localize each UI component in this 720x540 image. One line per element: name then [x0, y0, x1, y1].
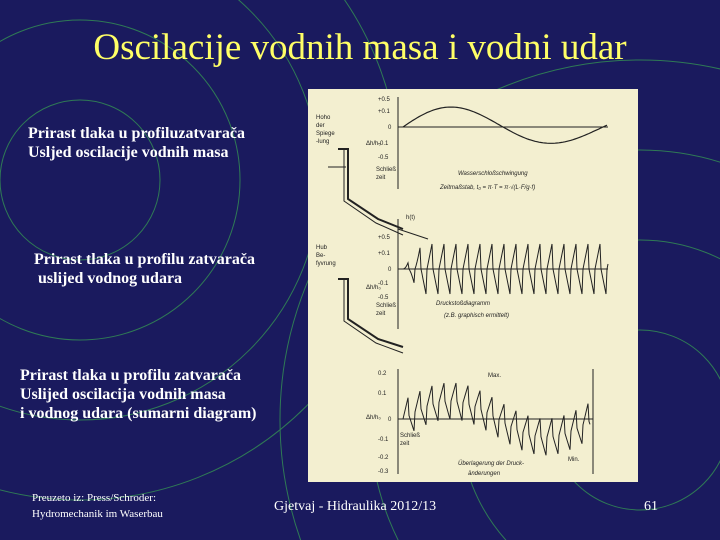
- scanned-figure: [308, 89, 638, 482]
- upper-side-label: -lung: [316, 139, 330, 145]
- upper-side-label: der: [316, 123, 325, 129]
- upper-closure-label: Schließ: [376, 167, 397, 173]
- middle-side-label: fyvrung: [316, 261, 336, 267]
- label-line: Prirast tlaka u profiluzatvarača: [28, 125, 246, 142]
- middle-sub-caption: (z.B. graphisch ermittelt): [444, 313, 510, 319]
- footer-source: [32, 490, 163, 522]
- upper-tick: +0.1: [378, 109, 390, 115]
- label-water-hammer: [34, 250, 255, 288]
- upper-side-label: Hoho: [316, 115, 331, 121]
- label-line: uslijed vodnog udara: [38, 270, 183, 287]
- middle-side-label: Hub: [316, 245, 328, 251]
- middle-side-label: Be-: [316, 253, 326, 259]
- footer-source-line: Hydromechanik im Waserbau: [32, 508, 163, 520]
- lower-caption: änderungen: [468, 471, 501, 477]
- footer-course: Gjetvaj - Hidraulika 2012/13: [274, 499, 437, 514]
- figure-drawing: [308, 89, 638, 482]
- upper-y-label: Δh/h₀: [366, 141, 381, 147]
- middle-caption: Druckstoßdiagramm: [436, 301, 491, 307]
- lower-y-label: Δh/h₀: [366, 415, 381, 421]
- upper-side-label: Spiege: [316, 131, 335, 137]
- middle-time-label: h(t): [406, 215, 415, 221]
- lower-max-label: Max.: [488, 373, 502, 379]
- middle-tick: +0.1: [378, 251, 390, 257]
- middle-tick: 0: [388, 267, 392, 273]
- middle-tick: +0.5: [378, 235, 390, 241]
- lower-min-label: Min.: [568, 457, 580, 463]
- middle-y-label: Δh/h₀: [366, 285, 381, 291]
- lower-caption: Überlagerung der Druck-: [458, 461, 525, 467]
- label-line: i vodnog udara (sumarni diagram): [20, 405, 257, 422]
- label-combined: [20, 366, 256, 423]
- lower-closure-label: zeit: [400, 441, 410, 447]
- upper-tick: 0: [388, 125, 392, 131]
- label-line: Uslijed oscilacija vodnih masa: [20, 386, 226, 403]
- upper-tick: -0.5: [378, 155, 389, 161]
- footer-source-line: Preuzeto iz: Press/Schroder:: [32, 492, 157, 504]
- middle-tick: -0.1: [378, 281, 389, 287]
- lower-tick: -0.3: [378, 469, 389, 475]
- upper-closure-label: zeit: [376, 175, 386, 181]
- page-number: 61: [644, 499, 658, 514]
- lower-tick: 0: [388, 417, 392, 423]
- slide-title: Oscilacije vodnih masa i vodni udar: [93, 27, 627, 68]
- upper-tick: +0.5: [378, 97, 390, 103]
- label-line: Prirast tlaka u profilu zatvarača: [34, 251, 256, 268]
- upper-formula: Zeitmaßstab, t₀ = π·T = π·√(L·F/g·f): [440, 185, 536, 191]
- lower-tick: 0.1: [378, 391, 387, 397]
- lower-tick: -0.1: [378, 437, 389, 443]
- lower-panel: [398, 369, 593, 474]
- label-line: Prirast tlaka u profilu zatvarača: [20, 367, 242, 384]
- upper-tick: -0.1: [378, 141, 389, 147]
- label-mass-oscillation: [28, 124, 245, 162]
- lower-closure-label: Schließ: [400, 433, 421, 439]
- middle-tick: -0.5: [378, 295, 389, 301]
- upper-caption: Wasserschloßschwingung: [458, 171, 528, 177]
- middle-closure-label: Schließ: [376, 303, 397, 309]
- label-line: Uslјed oscilacije vodnih masa: [28, 144, 229, 161]
- lower-tick: 0.2: [378, 371, 387, 377]
- mass-oscillation-curve: [403, 107, 607, 143]
- upper-panel: [328, 97, 608, 235]
- lower-tick: -0.2: [378, 455, 389, 461]
- middle-closure-label: zeit: [376, 311, 386, 317]
